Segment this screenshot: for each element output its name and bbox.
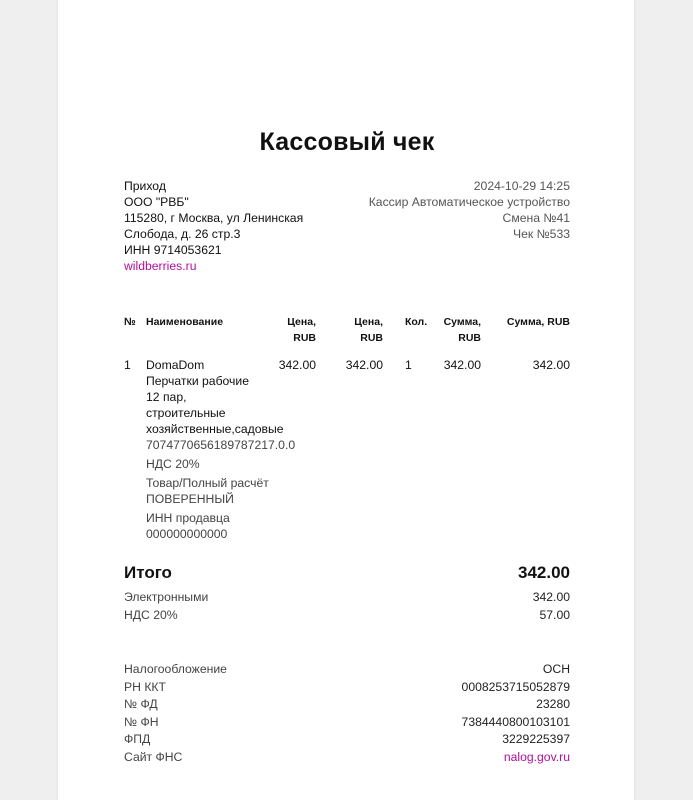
total-value: 342.00	[518, 563, 570, 582]
row-sum: 342.00	[443, 358, 481, 372]
item-payment-type: Товар/Полный расчёт	[146, 476, 269, 490]
electronic-payment-row	[124, 589, 570, 607]
item-name-line: Перчатки рабочие	[146, 374, 249, 388]
col-price-2-line1: Цена,	[354, 316, 383, 328]
check-number: Чек №533	[512, 227, 570, 241]
item-code: 7074770656189787217.0.0	[146, 438, 296, 452]
seller-info	[124, 178, 324, 274]
taxation-row	[124, 661, 570, 679]
website-link[interactable]: wildberries.ru	[124, 259, 197, 273]
vat-total-value: 57.00	[539, 607, 570, 622]
col-sum-line1: Сумма,	[443, 316, 481, 328]
item-name-line: строительные	[146, 406, 226, 420]
shift-number: Смена №41	[502, 211, 570, 225]
electronic-value: 342.00	[532, 590, 570, 604]
item-name-line: 12 пар,	[146, 390, 187, 404]
operation-type: Приход	[124, 179, 166, 193]
fn-row	[124, 714, 570, 732]
row-number: 1	[124, 358, 131, 372]
rn-kkt-value: 0008253715052879	[461, 679, 570, 694]
col-price	[254, 314, 316, 346]
company-name: ООО "РВБ"	[124, 195, 189, 209]
col-name: Наименование	[146, 316, 224, 328]
row-item-details	[146, 357, 296, 542]
rn-kkt-row	[124, 679, 570, 697]
receipt-sheet	[58, 0, 634, 800]
col-sum	[434, 314, 481, 346]
receipt-meta	[310, 178, 570, 242]
electronic-label: Электронными	[124, 590, 209, 604]
taxation-value: ОСН	[542, 662, 570, 676]
col-sum-total: Сумма, RUB	[506, 316, 570, 328]
fd-label: № ФД	[124, 697, 158, 711]
fns-site-link[interactable]: nalog.gov.ru	[503, 749, 570, 764]
row-price: 342.00	[278, 358, 316, 372]
vat-total-label: НДС 20%	[124, 607, 178, 622]
row-sum-total: 342.00	[532, 358, 570, 372]
fiscal-info	[124, 661, 570, 766]
total-row	[124, 563, 570, 585]
fpd-value: 3229225397	[502, 732, 570, 746]
fd-value: 23280	[536, 697, 570, 711]
cashier: Кассир Автоматическое устройство	[368, 195, 570, 209]
row-quantity: 1	[405, 358, 412, 372]
fpd-label: ФПД	[124, 732, 151, 746]
fns-site-label: Сайт ФНС	[124, 749, 183, 764]
col-number: №	[124, 316, 136, 328]
item-seller-inn: ИНН продавца 000000000000	[146, 511, 230, 541]
address-line-2: Слобода, д. 26 стр.3	[124, 227, 241, 241]
fn-label: № ФН	[124, 714, 159, 729]
col-sum-line2: RUB	[458, 332, 481, 344]
fd-row	[124, 696, 570, 714]
col-price-line1: Цена,	[287, 316, 316, 328]
rn-kkt-label: РН ККТ	[124, 679, 166, 694]
item-name-line: DomaDom	[146, 358, 205, 372]
receipt-title: Кассовый чек	[259, 128, 435, 156]
vat-total-row	[124, 607, 570, 625]
total-label: Итого	[124, 563, 172, 582]
receipt-datetime: 2024-10-29 14:25	[473, 179, 570, 193]
company-inn: ИНН 9714053621	[124, 243, 222, 257]
address-line-1: 115280, г Москва, ул Ленинская	[124, 211, 304, 225]
row-price-2: 342.00	[345, 358, 383, 372]
col-price-line2: RUB	[293, 332, 316, 344]
col-price-2-line2: RUB	[360, 332, 383, 344]
item-vat: НДС 20%	[146, 457, 200, 471]
item-agent-type: ПОВЕРЕННЫЙ	[146, 492, 234, 506]
col-price-2	[324, 314, 383, 346]
fn-value: 7384440800103101	[461, 714, 570, 729]
item-name-line: хозяйственные,садовые	[146, 422, 284, 436]
payment-summary	[124, 589, 570, 624]
taxation-label: Налогообложение	[124, 662, 227, 676]
fns-site-row	[124, 749, 570, 767]
fpd-row	[124, 731, 570, 749]
col-quantity: Кол.	[405, 316, 428, 328]
